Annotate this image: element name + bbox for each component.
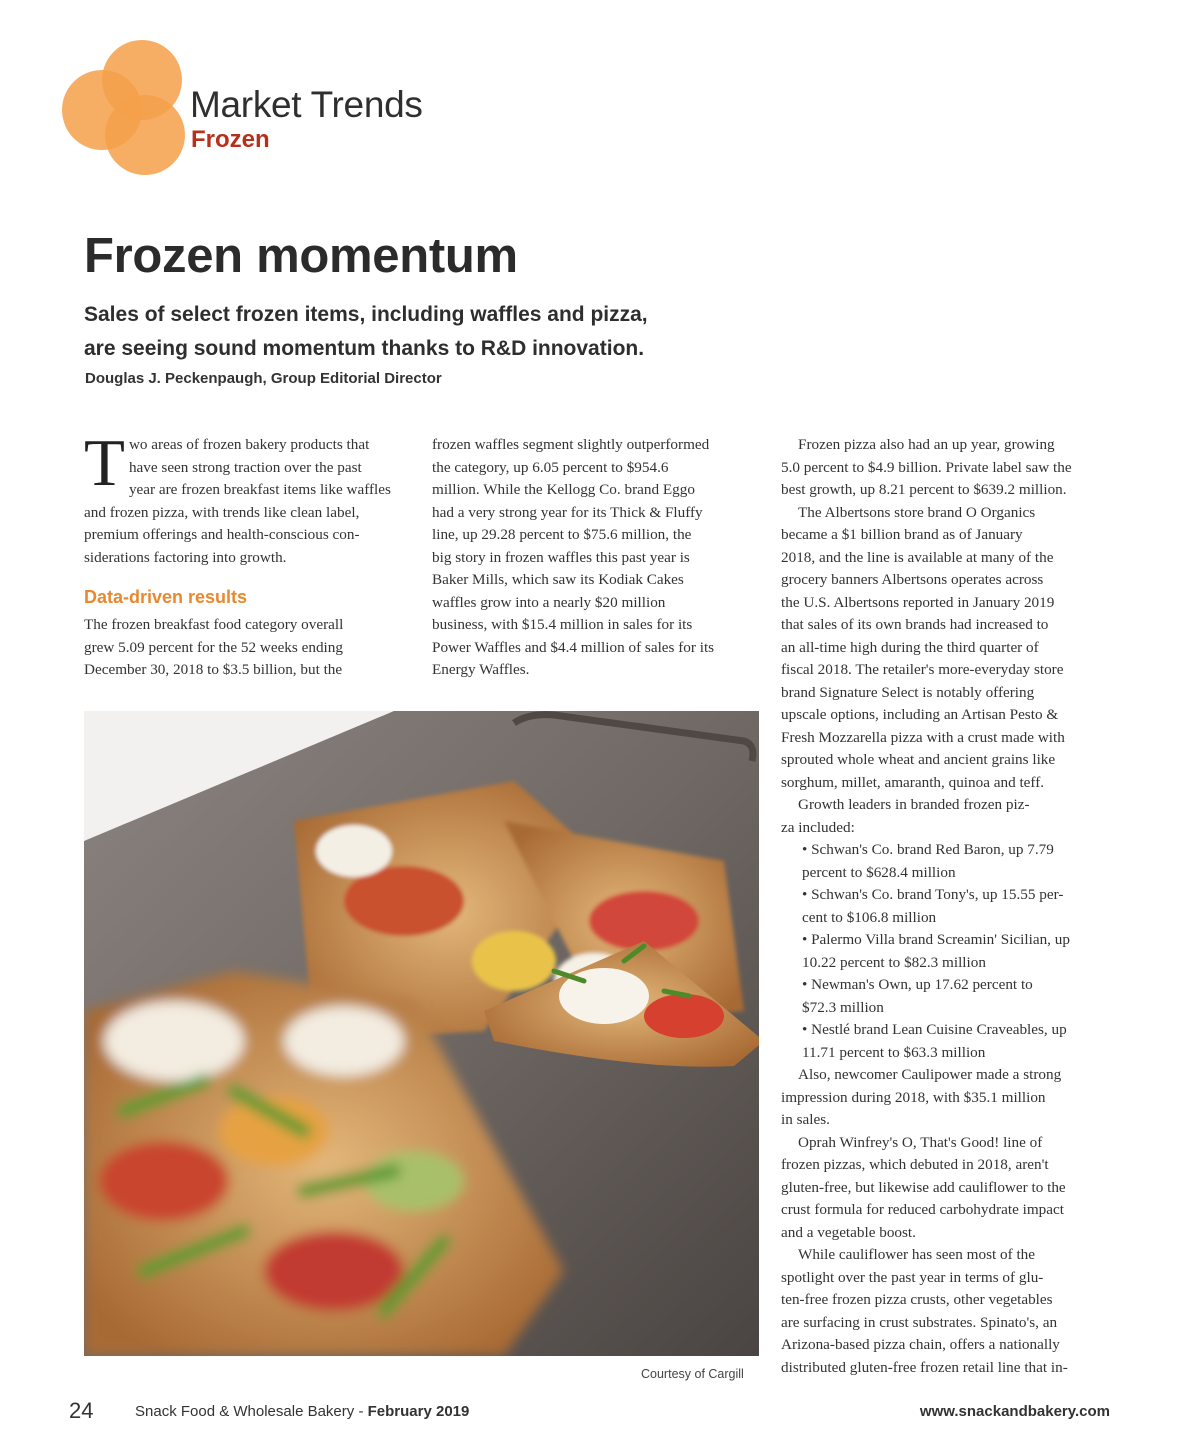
article-byline: Douglas J. Peckenpaugh, Group Editorial Director — [85, 370, 442, 387]
body-paragraph — [781, 502, 1116, 795]
text-line: became a $1 billion brand as of January — [781, 526, 1023, 543]
text-line: Fresh Mozzarella pizza with a crust made with — [781, 728, 1065, 746]
body-paragraph — [781, 434, 1116, 502]
text-line: big story in frozen waffles this past year is — [432, 548, 690, 566]
text-line: percent to $628.4 million — [802, 863, 956, 881]
text-line: have seen strong traction over the past — [128, 458, 362, 476]
text-line: • Palermo Villa brand Screamin' Sicilian, up — [802, 931, 1070, 948]
body-column-1 — [84, 426, 404, 682]
text-line: had a very strong year for its Thick & Fluffy — [432, 503, 703, 521]
text-line: Energy Waffles. — [432, 661, 530, 678]
text-line: crust formula for reduced carbohydrate impact — [781, 1201, 1064, 1218]
text-line: wo areas of frozen bakery products that — [128, 436, 370, 453]
text-line: cent to $106.8 million — [802, 908, 937, 926]
list-item — [781, 884, 1116, 929]
text-line: Frozen pizza also had an up year, growing — [798, 436, 1055, 453]
text-line: Growth leaders in branded frozen piz- — [798, 796, 1030, 813]
text-line: 5.0 percent to $4.9 billion. Private label saw the — [781, 458, 1072, 476]
list-item — [781, 974, 1116, 1019]
text-line: impression during 2018, with $35.1 million — [781, 1088, 1046, 1106]
text-line: Power Waffles and $4.4 million of sales for its — [432, 638, 715, 656]
pizza-photo — [84, 711, 759, 1356]
photo-credit: Courtesy of Cargill — [641, 1367, 744, 1381]
body-column-2 — [432, 434, 762, 682]
article-headline: Frozen momentum — [84, 229, 518, 283]
issue-date: February 2019 — [367, 1403, 470, 1420]
body-paragraph — [781, 1132, 1116, 1245]
list-item — [781, 929, 1116, 974]
logo-circle — [105, 95, 185, 175]
text-line: fiscal 2018. The retailer's more-everyday store — [781, 661, 1064, 678]
text-line: ten-free frozen pizza crusts, other vegetables — [781, 1291, 1053, 1308]
text-line: Also, newcomer Caulipower made a strong — [798, 1066, 1062, 1083]
text-line: upscale options, including an Artisan Pesto & — [781, 706, 1059, 723]
text-line: and frozen pizza, with trends like clean label, — [84, 503, 360, 521]
pizza-illustration — [84, 711, 759, 1356]
text-line: 10.22 percent to $82.3 million — [802, 953, 986, 971]
text-line: siderations factoring into growth. — [84, 548, 287, 566]
text-line: Oprah Winfrey's O, That's Good! line of — [798, 1133, 1043, 1151]
page-number: 24 — [69, 1398, 94, 1423]
text-line: za included: — [781, 818, 855, 836]
text-line: • Nestlé brand Lean Cuisine Craveables, up — [802, 1021, 1067, 1038]
text-line: in sales. — [781, 1111, 830, 1128]
publication-footer — [135, 1403, 469, 1420]
deck-line: are seeing sound momentum thanks to R&D innovation. — [84, 337, 645, 360]
body-paragraph — [781, 1064, 1116, 1132]
text-line: best growth, up 8.21 percent to $639.2 million. — [781, 481, 1067, 498]
body-paragraph — [781, 794, 1116, 839]
text-line: waffles grow into a nearly $20 million — [432, 593, 666, 611]
text-line: December 30, 2018 to $3.5 billion, but the — [84, 661, 343, 678]
body-column-3 — [781, 434, 1116, 1379]
text-line: year are frozen breakfast items like waffles — [128, 481, 391, 498]
text-line: an all-time high during the third quarter of — [781, 638, 1039, 656]
text-line: sprouted whole wheat and ancient grains like — [781, 751, 1056, 768]
text-line: the U.S. Albertsons reported in January 2019 — [781, 593, 1055, 611]
text-line: grocery banners Albertsons operates across — [781, 571, 1044, 588]
text-line: million. While the Kellogg Co. brand Eggo — [432, 481, 695, 498]
bullet-list — [781, 839, 1116, 1064]
text-line: grew 5.09 percent for the 52 weeks ending — [84, 638, 343, 656]
text-line: brand Signature Select is notably offering — [781, 683, 1035, 701]
text-line: are surfacing in crust substrates. Spinato's, an — [781, 1313, 1058, 1331]
text-line: 2018, and the line is available at many of the — [781, 548, 1054, 566]
list-item — [781, 1019, 1116, 1064]
text-line: frozen waffles segment slightly outperformed — [432, 436, 710, 453]
subhead: Data-driven results — [84, 587, 248, 607]
body-paragraph — [84, 614, 404, 682]
text-line: the category, up 6.05 percent to $954.6 — [432, 458, 669, 476]
text-line: The frozen breakfast food category overall — [84, 616, 344, 633]
list-item — [781, 839, 1116, 884]
body-paragraph — [781, 1244, 1116, 1379]
text-line: • Schwan's Co. brand Tony's, up 15.55 per- — [802, 886, 1064, 903]
text-line: sorghum, millet, amaranth, quinoa and teff. — [781, 773, 1045, 791]
text-line: that sales of its own brands had increased to — [781, 616, 1049, 633]
text-line: The Albertsons store brand O Organics — [798, 503, 1036, 521]
text-line: and a vegetable boost. — [781, 1223, 916, 1241]
text-line: • Schwan's Co. brand Red Baron, up 7.79 — [802, 841, 1054, 858]
text-line: • Newman's Own, up 17.62 percent to — [802, 976, 1033, 993]
body-paragraph — [432, 434, 762, 682]
publication-name: Snack Food & Wholesale Bakery — [135, 1403, 355, 1420]
text-line: $72.3 million — [802, 998, 884, 1016]
text-line: business, with $15.4 million in sales for its — [432, 616, 693, 633]
text-line: distributed gluten-free frozen retail line that in- — [781, 1358, 1068, 1376]
text-line: gluten-free, but likewise add cauliflower to the — [781, 1178, 1066, 1196]
text-line: While cauliflower has seen most of the — [798, 1246, 1036, 1263]
section-logo — [60, 40, 185, 175]
text-line: premium offerings and health-conscious con- — [84, 526, 360, 543]
drop-cap: T — [84, 426, 125, 500]
website-link[interactable]: www.snackandbakery.com — [919, 1403, 1110, 1420]
text-line: frozen pizzas, which debuted in 2018, aren't — [781, 1156, 1049, 1173]
deck-line: Sales of select frozen items, including waffles and pizza, — [84, 303, 648, 326]
text-line: line, up 29.28 percent to $75.6 million, the — [432, 526, 692, 543]
footer-separator: - — [354, 1403, 368, 1420]
text-line: 11.71 percent to $63.3 million — [802, 1043, 986, 1061]
text-line: Baker Mills, which saw its Kodiak Cakes — [432, 571, 684, 588]
section-subtitle: Frozen — [191, 126, 270, 153]
article-deck — [84, 298, 724, 366]
text-line: spotlight over the past year in terms of glu- — [781, 1268, 1044, 1286]
section-title: Market Trends — [190, 84, 423, 125]
intro-paragraph — [84, 426, 404, 569]
text-line: Arizona-based pizza chain, offers a nationally — [781, 1336, 1060, 1353]
